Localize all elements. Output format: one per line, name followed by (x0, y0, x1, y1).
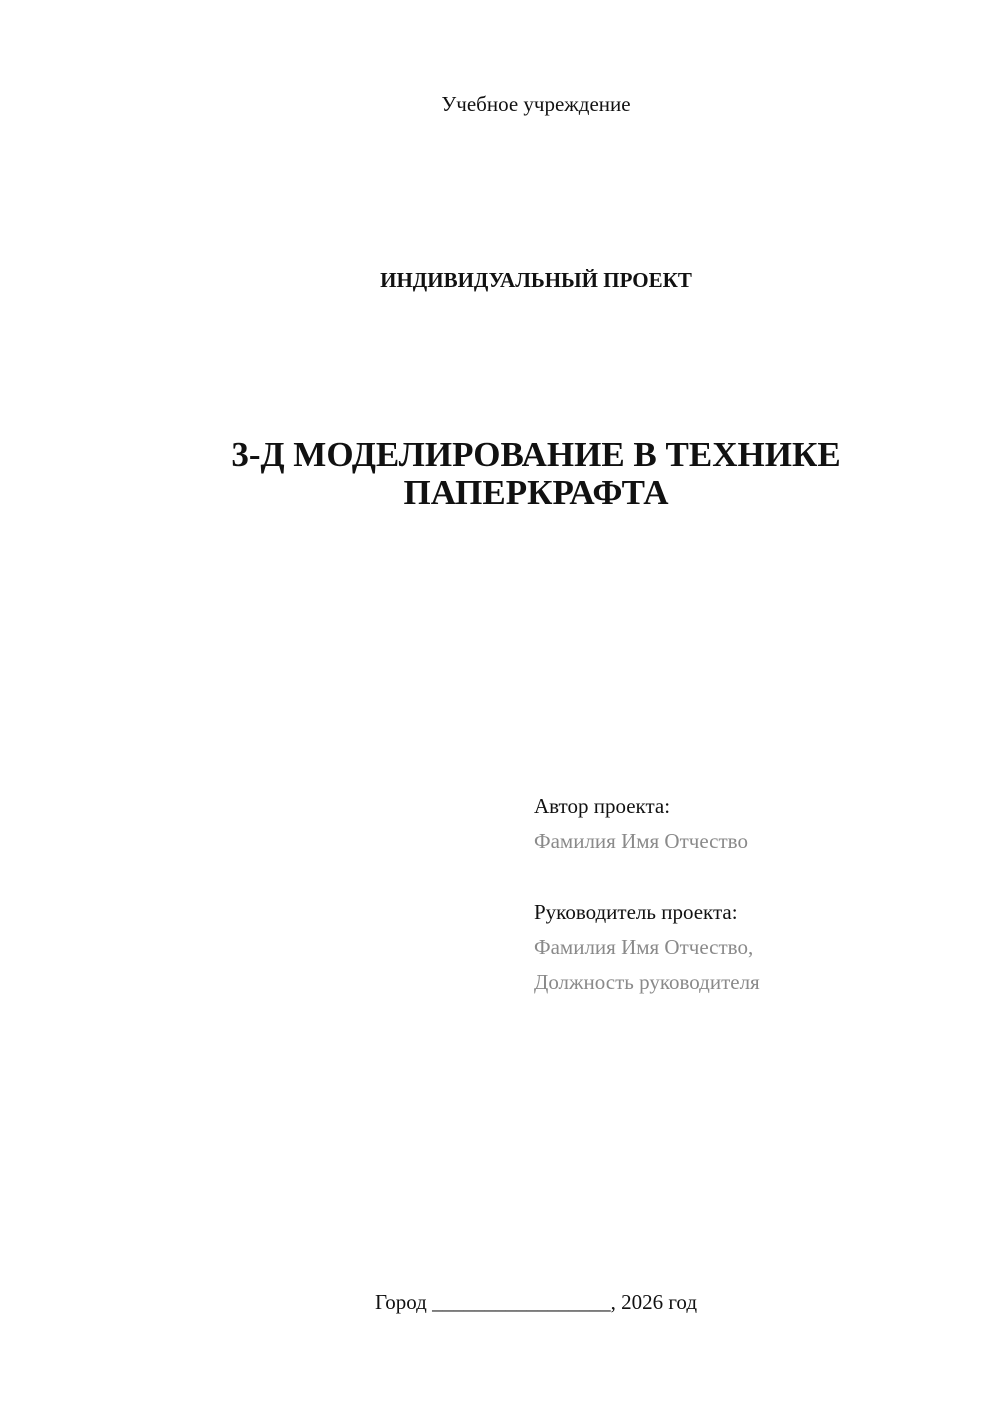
supervisor-position-placeholder: Должность руководителя (534, 970, 760, 994)
project-credits (534, 789, 974, 1000)
author-label: Автор проекта: (534, 794, 671, 818)
supervisor-name-placeholder: Фамилия Имя Отчество, (534, 935, 754, 959)
document-type: ИНДИВИДУАЛЬНЫЙ ПРОЕКТ (380, 268, 692, 292)
credits-spacer (534, 859, 974, 895)
project-title-line-1: 3-Д МОДЕЛИРОВАНИЕ В ТЕХНИКЕ (231, 435, 841, 474)
author-name-placeholder: Фамилия Имя Отчество (534, 829, 748, 853)
institution-name: Учебное учреждение (441, 92, 631, 116)
project-title (0, 436, 1000, 512)
city-year-line: Город _________________, 2026 год (374, 1290, 698, 1314)
supervisor-label: Руководитель проекта: (534, 900, 738, 924)
project-title-line-2: ПАПЕРКРАФТА (403, 473, 669, 512)
